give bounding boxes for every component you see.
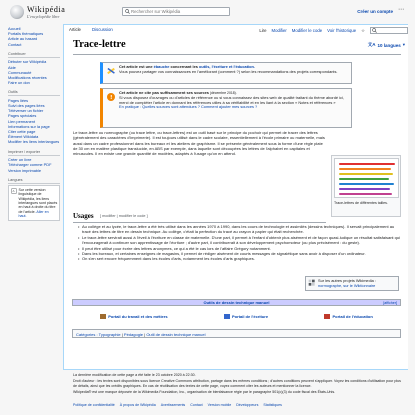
more-menu-icon[interactable]: ⋯ (398, 7, 404, 13)
logo-tagline: L'encyclopédie libre (27, 14, 60, 19)
search-icon (123, 8, 131, 16)
usage-item: • Dans les bureaux, et certaines enseignes de magasins, il permet de rédiger aisément de courts messages de signalétique sans avoir à disposer d'un ordinateur. (78, 251, 400, 256)
page-tabs (68, 25, 408, 35)
notice-text: Sur cette version linguistique de Wikipédia, les liens interlangues sont placés en haut à droite du titre de l'article. (18, 187, 58, 214)
wikipedia-logo[interactable] (10, 5, 65, 19)
footer-link[interactable]: Politique de confidentialité (73, 403, 115, 407)
footer-link[interactable]: À propos de Wikipédia (119, 403, 156, 407)
navbox (72, 299, 401, 306)
sidebar-heading: Outils (8, 90, 60, 96)
stub-link[interactable]: ébauche (153, 64, 170, 69)
category-link[interactable]: Pédagogie (123, 332, 144, 337)
tab-search-box[interactable] (370, 27, 408, 34)
sidebar-nav-item[interactable]: Accueil (8, 26, 21, 31)
topics-link[interactable]: outils, l'écriture et l'éducation. (199, 64, 255, 69)
sidebar (8, 26, 60, 226)
sidebar-print (8, 150, 60, 173)
tab-article[interactable]: Article (69, 27, 81, 32)
portal-link[interactable]: Portail du travail et des métiers (100, 314, 167, 319)
sidebar-contribute (8, 52, 60, 86)
page-title: Trace-lettre (73, 39, 126, 50)
svg-text:A: A (12, 188, 15, 193)
footer-link[interactable]: Avertissements (160, 403, 186, 407)
sidebar-nav-item[interactable]: Contact (8, 41, 22, 47)
footer-link[interactable]: Contact (190, 403, 203, 407)
portal-link[interactable]: Portail de l'écriture (224, 314, 268, 319)
sidebar-tools-item[interactable]: Modifier les liens interlangues (8, 139, 60, 145)
sidebar-heading: Imprimer / exporter (8, 150, 60, 156)
navbox-toggle[interactable]: [afficher] (383, 301, 397, 305)
tab-discussion[interactable]: Discussion (92, 27, 113, 32)
section-heading-usages: Usages (73, 212, 94, 220)
sidebar-tools-item[interactable]: Pages liées (8, 97, 29, 103)
warning-icon (106, 92, 116, 102)
stub-notice: Cet article est une ébauche concernant les outils, l'écriture et l'éducation. Vous pouvez partager vos connaissances en l'améliorant (comment ?) selon les recommandations des projets correspondants. (100, 62, 352, 84)
sidebar-heading: Langues (8, 178, 60, 184)
footer-link[interactable]: Développeurs (236, 403, 259, 407)
sidebar-print-item[interactable]: Créer un livre (8, 157, 32, 163)
sidebar-tools-item[interactable]: Pages spéciales (8, 113, 37, 119)
search-input[interactable] (131, 9, 227, 14)
license-text: Droit d'auteur : les textes sont disponibles sous licence Creative Commons attribution, partage dans les mêmes conditions ; d'autres conditions peuvent s'appliquer. Voyez les conditions d'utilisation pour plus de détails, ainsi que les crédits graphiques. En cas de réutilisation des textes de cette page, voyez comment citer les auteurs et mentionner la licence. (73, 379, 401, 388)
notice-top-link[interactable]: Aller en haut. (18, 209, 49, 219)
sidebar-heading: Contribuer (8, 52, 60, 58)
translate-icon (11, 188, 17, 194)
sidebar-contribute-item[interactable]: Faire un don (8, 80, 30, 86)
section-edit-links[interactable]: [ modifier | modifier le code ] (100, 214, 148, 218)
portal-icon (100, 314, 106, 319)
tab-edit-code[interactable]: Modifier le code (291, 28, 323, 33)
sidebar-tools-item[interactable]: Téléverser un fichier (8, 108, 44, 114)
sidebar-print-item[interactable]: Version imprimable (8, 167, 42, 173)
tab-edit[interactable]: Modifier (271, 28, 287, 33)
globe-icon (10, 5, 24, 19)
sidebar-contribute-item[interactable]: Communauté (8, 69, 32, 75)
category-links: Catégories : Typographie | Pédagogie | Outil de dessin technique manuel (72, 329, 401, 338)
sidebar-tools-item[interactable]: Élément Wikidata (8, 134, 39, 140)
footer (73, 373, 403, 396)
usage-item: • On s'en sert encore fréquemment dans les écoles d'arts, notamment les écoles d'arts graphiques. (78, 256, 400, 261)
thumbnail-caption: Trace-lettres de différentes tailles. (334, 201, 388, 205)
wiktionary-icon (308, 279, 316, 287)
sidebar-contribute-item[interactable]: Modifications récentes (8, 74, 47, 80)
sidebar-nav-item[interactable]: Article au hasard (8, 36, 38, 42)
title-divider (73, 54, 401, 55)
stencil-image[interactable] (334, 158, 399, 198)
sidebar-nav-item[interactable]: Portails thématiques (8, 31, 44, 37)
footer-link[interactable]: Version mobile (207, 403, 232, 407)
translate-icon: 文A (367, 42, 376, 47)
tab-read[interactable]: Lire (259, 28, 267, 33)
section-divider (73, 222, 326, 223)
stub-help-text: Vous pouvez partager vos connaissances en l'améliorant (comment ?) selon les recommandations des projets correspondants. (119, 68, 338, 74)
footer-link[interactable]: Statistiques (263, 403, 282, 407)
wiktionary-link[interactable]: normographe, sur le Wiktionnaire (318, 282, 376, 288)
languages-notice (8, 185, 60, 221)
tools-icon (106, 66, 116, 76)
svg-text:!: ! (110, 95, 113, 101)
languages-label: 10 langues (377, 42, 401, 48)
sidebar-tools-item[interactable]: Informations sur la page (8, 123, 50, 129)
header (0, 0, 415, 24)
sidebar-navigation (8, 26, 60, 47)
category-link[interactable]: Typographie (98, 332, 121, 337)
sidebar-print-item[interactable]: Télécharger comme PDF (8, 162, 52, 168)
languages-button[interactable] (368, 42, 405, 48)
sidebar-languages (8, 178, 60, 221)
sidebar-tools-item[interactable]: Citer cette page (8, 129, 36, 135)
sidebar-contribute-item[interactable]: Débuter sur Wikipédia (8, 59, 47, 65)
last-modified: La dernière modification de cette page a été faite le 23 octobre 2020 à 22:30. (73, 373, 196, 377)
create-account-link[interactable]: Créer un compte (357, 9, 393, 14)
sidebar-contribute-item[interactable]: Aide (8, 64, 16, 70)
portal-link[interactable]: Portail de l'éducation (324, 314, 372, 319)
portal-bar (72, 312, 401, 321)
navbox-title[interactable]: Outils de dessin technique manuel (203, 300, 270, 305)
sources-notice-title: Cet article ne cite pas suffisamment ses sources (119, 90, 209, 95)
star-icon[interactable]: ☆ (361, 27, 365, 33)
usages-list (78, 224, 400, 262)
logo-name: Wikipédia (27, 5, 66, 14)
categories-label[interactable]: Catégories : (76, 332, 98, 337)
sources-notice-text: Si vous disposez d'ouvrages ou d'articles de référence ou si vous connaissez des sites web de qualité traitant du thème abordé ici, merci de compléter l'article en donnant les références utiles à sa vérifiabilité et en les liant à la section « Notes et références » (119, 94, 344, 105)
sources-practice-link[interactable]: En pratique : Quelles sources sont attendues ? Comment ajouter mes sources ? (119, 104, 258, 110)
sidebar-tools-item[interactable]: Suivi des pages liées (8, 103, 45, 109)
tab-history[interactable]: Voir l'historique (327, 28, 357, 33)
usage-item: • Il peut être utilisé pour écrire des lettres anonymes, ce qui a été le cas lors de l'affaire Grégory notamment. (78, 246, 400, 251)
portal-icon (324, 314, 330, 319)
sidebar-tools (8, 90, 60, 144)
intro-paragraph: Le trace-lettre ou normographe (ou trace lettre, ou trace-lettres) est un outil basé sur le principe du pochoir qui permet de tracer des lettres (généralement des caractères d'imprimerie). Il est toujours utilisé dans le cadre scolaire, essentiellement à l'école primaire ou maternelle, mais aussi dans un cadre professionnel dans les bureaux et les ateliers de graphisme. Il se présente généralement sous la forme d'une règle plate de 30 cm en matière plastique translucide, en ABS par exemple, dans laquelle sont découpées les lettres de l'alphabet en capitales et minuscules. Il en existe une grande quantité de modèles, adaptés à l'usage qu'on en attend. (73, 130, 325, 157)
usage-item: • Le trace-lettre servirait aussi à l'éveil à l'écriture en classe de maternelle. D'une part, il permet à l'enfant d'obtenir plus aisément et de façon quasi-ludique un résultat satisfaisant qui l'encouragerait à continuer son apprentissage de l'écriture ; d'autre part, il contribuerait à son développement psychomoteur (ou plus précisément : du geste). (78, 235, 400, 246)
footer-links (73, 403, 403, 407)
portal-icon (224, 314, 230, 319)
chevron-down-icon: ▾ (402, 42, 405, 47)
sister-project-box: Sur les autres projets Wikimedia : normographe, sur le Wiktionnaire (305, 276, 399, 291)
search-icon (372, 28, 377, 33)
usage-item: • Au collège et au lycée, le trace-lettre a été très utilisé dans les années 1970 à 1990, dans les cours de technologie et assimilés (dessins techniques). Il servait principalement au tracé des lettres de titre en dessin technique. Au collège, c'était la perfection du tracé au crayon à papier qui était recherchée. (78, 224, 400, 235)
category-link[interactable]: Outil de dessin technique manuel (146, 332, 206, 337)
search-box[interactable] (122, 7, 230, 16)
thumbnail (331, 155, 401, 217)
sources-notice: ! Cet article ne cite pas suffisamment ses sources (décembre 2018). Si vous disposez d'ouvrages ou d'articles de référence ou si vous connaissez des sites web de qualité traitant du thème abordé ici, merci de compléter l'article en donnant les références utiles à sa vérifiabilité et en les liant à la section « Notes et références » En pratique : Quelles sources sont attendues ? Comment ajouter mes sources ? (100, 88, 352, 128)
sidebar-tools-item[interactable]: Lien permanent (8, 118, 36, 124)
trademark-text: Wikipedia® est une marque déposée de la Wikimedia Foundation, Inc., organisation de bienfaisance régie par le paragraphe 501(c)(3) du code fiscal des États-Unis. (73, 389, 336, 394)
